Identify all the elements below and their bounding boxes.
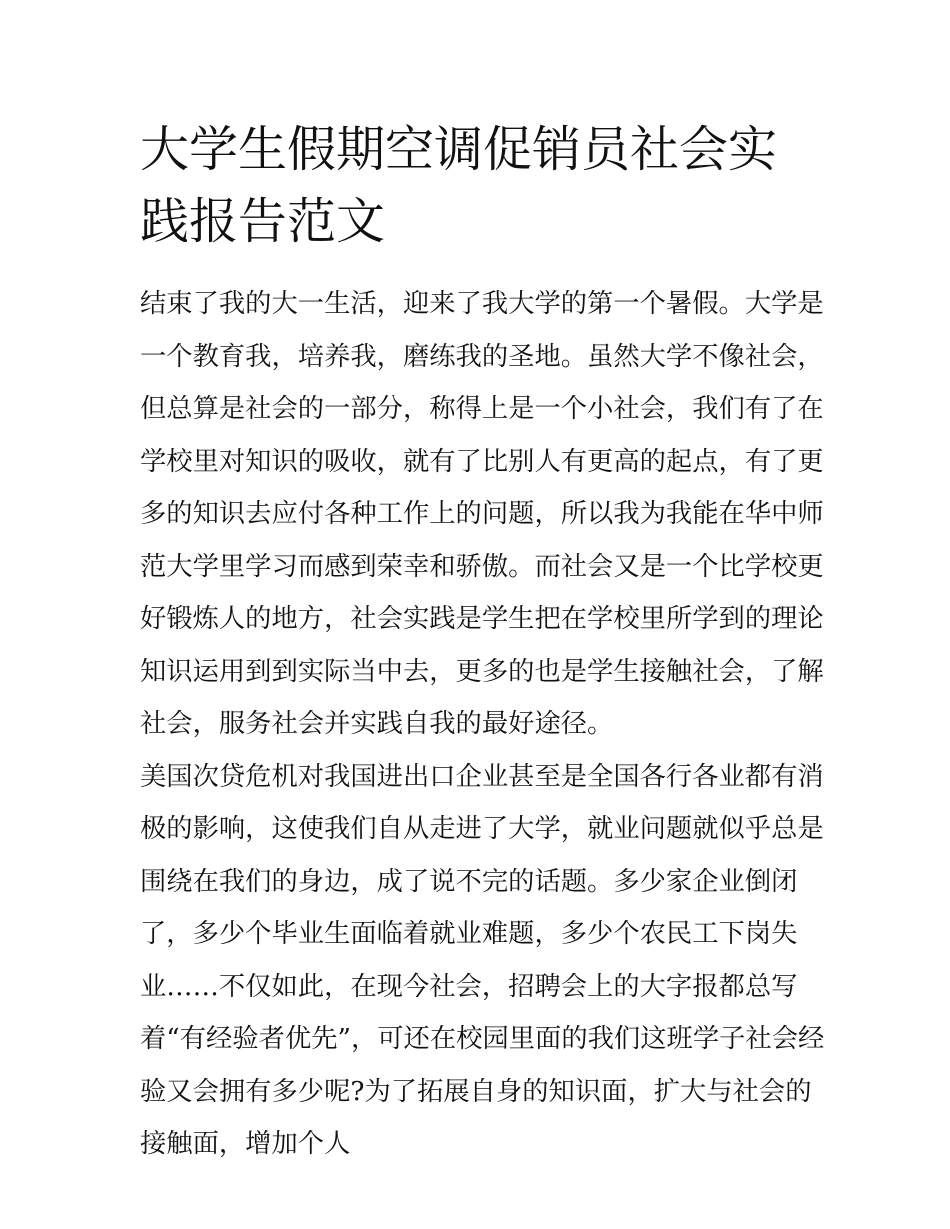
body-paragraph: 结束了我的大一生活，迎来了我大学的第一个暑假。大学是一个教育我，培养我，磨练我的圣地。虽然大学不像社会，但总算是社会的一部分，称得上是一个小社会，我们有了在学校里对知识的吸收，就有了比别人有更高的起点，有了更多的知识去应付各种工作上的问题，所以我为我能在华中师范大学里学习而感到荣幸和骄傲。而社会又是一个比学校更好锻炼人的地方，社会实践是学生把在学校里所学到的理论知识运用到到实际当中去，更多的也是学生接触社会，了解社会，服务社会并实践自我的最好途径。 bbox=[140, 289, 824, 739]
body-paragraph: 美国次贷危机对我国进出口企业甚至是全国各行各业都有消极的影响，这使我们自从走进了大学，就业问题就似乎总是围绕在我们的身边，成了说不完的话题。多少家企业倒闭了，多少个毕业生面临着就业难题，多少个农民工下岗失业……不仅如此，在现今社会，招聘会上的大字报都总写着“有经验者优先”，可还在校园里面的我们这班学子社会经验又会拥有多少呢?为了拓展自身的知识面，扩大与社会的接触面，增加个人 bbox=[140, 761, 825, 1159]
document-body bbox=[140, 278, 830, 1171]
document-title: 大学生假期空调促销员社会实践报告范文 bbox=[140, 121, 778, 250]
